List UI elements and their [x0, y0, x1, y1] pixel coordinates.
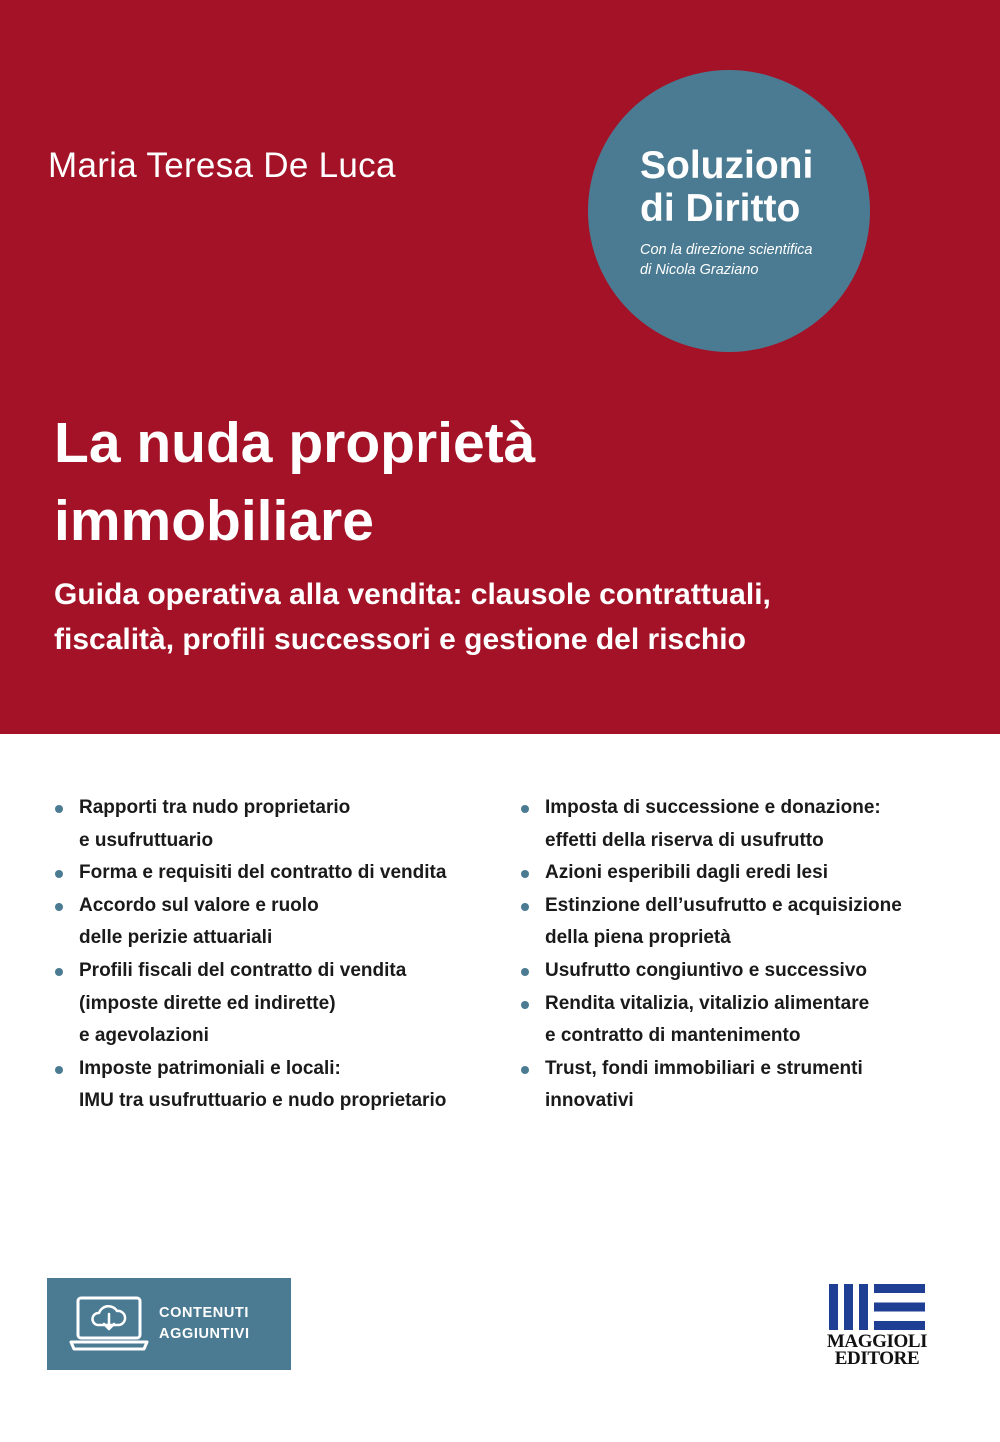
- topic-item: [54, 792, 484, 857]
- book-subtitle-line-1: Guida operativa alla vendita: clausole contrattuali,: [54, 578, 771, 611]
- topic-line: e agevolazioni: [79, 1025, 209, 1047]
- extra-content-label: [159, 1303, 285, 1345]
- topic-item: [520, 988, 960, 1053]
- bullet-icon: [521, 903, 529, 911]
- topic-item: [520, 890, 960, 955]
- topic-item: [520, 857, 960, 890]
- topic-line: effetti della riserva di usufrutto: [545, 829, 824, 851]
- book-title-line-2: immobiliare: [54, 489, 374, 553]
- series-title-line-1: Soluzioni: [640, 144, 814, 187]
- publisher-name-line-2: EDITORE: [834, 1348, 920, 1369]
- topic-item: [54, 890, 484, 955]
- series-direction-line-1: Con la direzione scientifica: [640, 242, 813, 258]
- series-direction-line-2: di Nicola Graziano: [640, 262, 759, 278]
- topic-line: Rapporti tra nudo proprietario: [79, 797, 351, 818]
- topic-line: Accordo sul valore e ruolo: [79, 894, 319, 916]
- topic-item: [54, 1053, 484, 1118]
- topic-line: Rendita vitalizia, vitalizio alimentare: [545, 992, 870, 1014]
- topic-line: della piena proprietà: [545, 927, 731, 949]
- extra-content-line-1: CONTENUTI: [159, 1305, 249, 1321]
- topic-item: [54, 857, 484, 890]
- topic-item: [520, 792, 960, 857]
- bullet-icon: [521, 870, 529, 878]
- bullet-icon: [521, 805, 529, 813]
- book-subtitle-line-2: fiscalità, profili successori e gestione del rischio: [54, 623, 746, 656]
- bullet-icon: [55, 968, 63, 976]
- topic-line: innovativi: [545, 1090, 634, 1112]
- bullet-icon: [55, 903, 63, 911]
- topics-list-left: [54, 792, 484, 1118]
- series-title: [640, 144, 860, 230]
- book-title: [54, 404, 954, 560]
- topic-line: delle perizie attuariali: [79, 927, 273, 949]
- topic-line: Trust, fondi immobiliari e strumenti: [545, 1057, 863, 1079]
- bullet-icon: [55, 1066, 63, 1074]
- topics-list-right: [520, 792, 960, 1118]
- topic-line: Estinzione dell’usufrutto e acquisizione: [545, 894, 902, 916]
- topic-line: IMU tra usufruttuario e nudo proprietario: [79, 1090, 447, 1112]
- topic-line: (imposte dirette ed indirette): [79, 992, 336, 1014]
- maggioli-logo-mark: [829, 1284, 925, 1330]
- topic-line: Azioni esperibili dagli eredi lesi: [545, 862, 828, 884]
- topic-line: Usufrutto congiuntivo e successivo: [545, 959, 867, 981]
- publisher-name-line-1: MAGGIOLI: [826, 1331, 928, 1352]
- extra-content-line-2: AGGIUNTIVI: [159, 1326, 250, 1342]
- topic-line: Imposta di successione e donazione:: [545, 797, 881, 818]
- extra-content-badge: [47, 1278, 291, 1370]
- topic-line: Imposte patrimoniali e locali:: [79, 1057, 341, 1079]
- publisher-logo: [824, 1284, 930, 1367]
- topic-item: [520, 1053, 960, 1118]
- topic-line: Profili fiscali del contratto di vendita: [79, 959, 407, 981]
- series-direction: [640, 240, 860, 280]
- bullet-icon: [521, 1001, 529, 1009]
- bullet-icon: [521, 968, 529, 976]
- bullet-icon: [521, 1066, 529, 1074]
- bullet-icon: [55, 870, 63, 878]
- author-name: Maria Teresa De Luca: [48, 146, 396, 185]
- series-title-line-2: di Diritto: [640, 187, 801, 230]
- topic-line: Forma e requisiti del contratto di vendita: [79, 862, 447, 884]
- topic-line: e contratto di mantenimento: [545, 1025, 801, 1047]
- cloud-download-laptop-icon: [69, 1292, 149, 1356]
- topic-item: [54, 955, 484, 1053]
- book-title-line-1: La nuda proprietà: [54, 411, 536, 475]
- series-badge: [588, 70, 870, 352]
- topic-line: e usufruttuario: [79, 829, 214, 851]
- book-subtitle: [54, 572, 954, 662]
- topic-item: [520, 955, 960, 988]
- bullet-icon: [55, 805, 63, 813]
